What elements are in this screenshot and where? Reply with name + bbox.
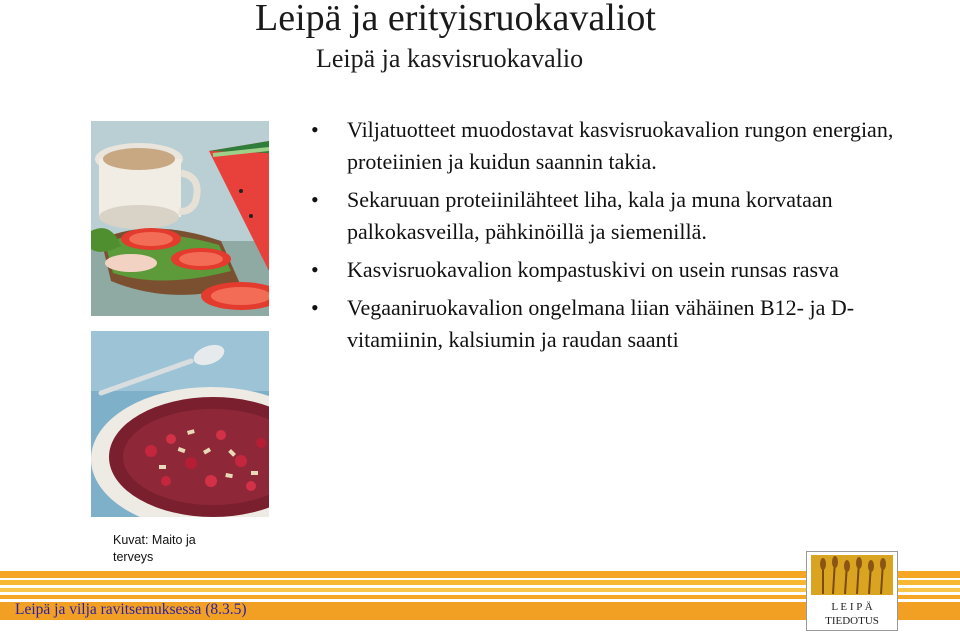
sandwich-coffee-photo xyxy=(91,121,269,316)
bullet-item xyxy=(311,184,931,248)
photo-credit: Kuvat: Maito ja terveys xyxy=(113,533,196,564)
bullet-text: Kasvisruokavalion kompastuskivi on usein runsas rasva xyxy=(347,257,839,282)
logo-line1: L E I P Ä xyxy=(831,601,873,613)
bullet-text: Viljatuotteet muodostavat kasvisruokavalion rungon energian, proteiinien ja kuidun saannin takia. xyxy=(347,117,894,174)
slide-subtitle: Leipä ja kasvisruokavalio xyxy=(316,44,584,73)
bullet-list xyxy=(311,114,931,362)
bullet-marker: • xyxy=(311,257,319,282)
bullet-text: Sekaruuan proteiinilähteet liha, kala ja muna korvataan palkokasveilla, pähkinöillä ja siemenillä. xyxy=(347,187,833,244)
bullet-marker: • xyxy=(311,117,319,142)
bullet-item xyxy=(311,292,931,356)
slide-title: Leipä ja erityisruokavaliot xyxy=(255,0,656,39)
logo-line2: TIEDOTUS xyxy=(825,615,879,627)
bullet-marker: • xyxy=(311,187,319,212)
footer-text: Leipä ja vilja ravitsemuksessa (8.3.5) xyxy=(15,601,247,618)
berry-porridge-photo xyxy=(91,331,269,517)
bullet-item xyxy=(311,254,931,286)
bullet-item xyxy=(311,114,931,178)
bullet-text: Vegaaniruokavalion ongelmana liian vähäinen B12- ja D-vitamiinin, kalsiumin ja raudan saanti xyxy=(347,295,855,352)
bullet-marker: • xyxy=(311,295,319,320)
leipatiedotus-logo xyxy=(806,551,898,631)
